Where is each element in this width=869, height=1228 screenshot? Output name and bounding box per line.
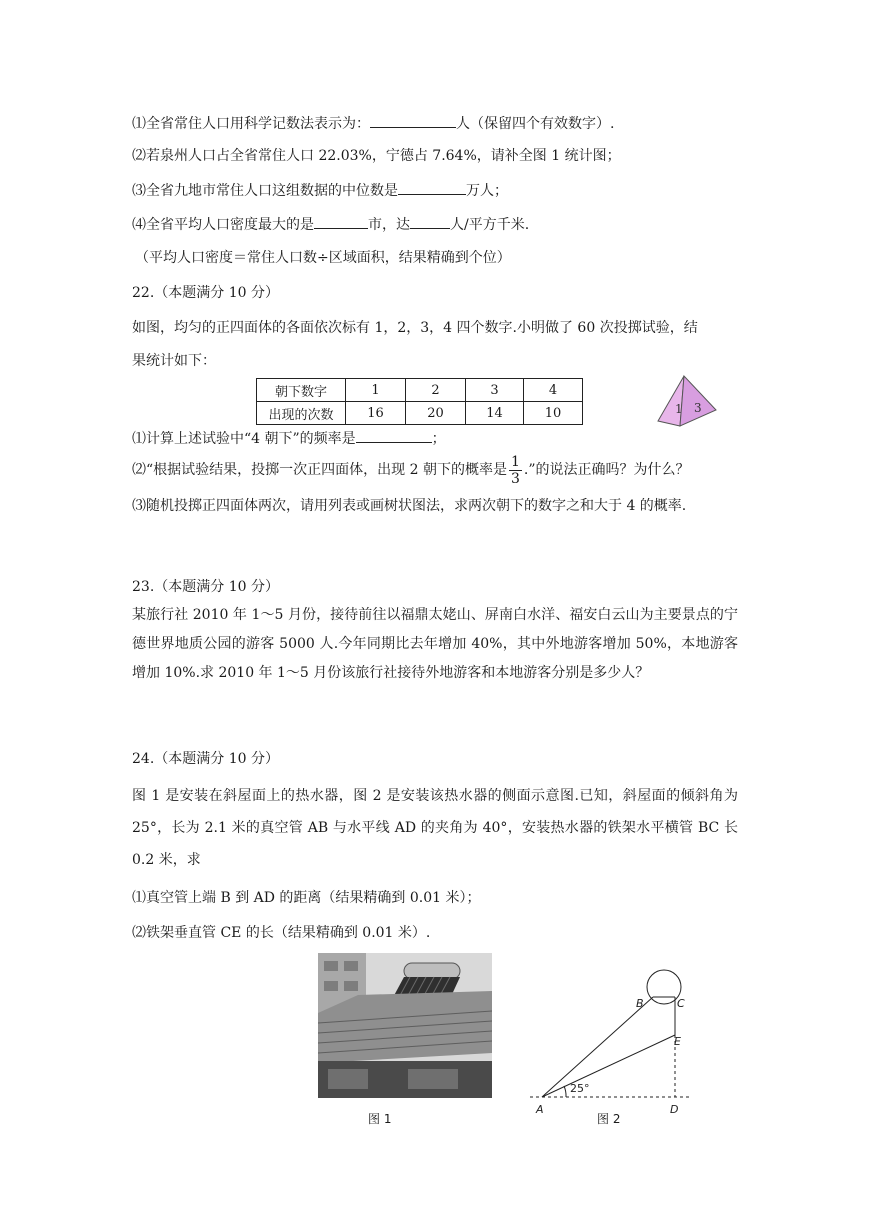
answer-blank [314,214,368,229]
figure1-caption: 图 1 [368,1112,392,1126]
table-cell: 2 [406,379,466,402]
answer-blank [370,113,456,128]
q22-part3: ⑶随机投掷正四面体两次，请用列表或画树状图法，求两次朝下的数字之和大于 4 的概率. [132,498,687,514]
q23-header: 23.（本题满分 10 分） [132,579,279,595]
face-label: 3 [694,401,702,415]
point-B-label: B [636,997,644,1010]
figure2-caption: 图 2 [597,1112,621,1126]
tank-circle [647,970,681,1004]
q23-body: 某旅行社 2010 年 1～5 月份，接待前往以福鼎太姥山、屏南白水洋、福安白云山为主要景点的宁德世界地质公园的游客 5000 人.今年同期比去年增加 40%，其中外地游客增加 50%，本地游客增加 10%.求 2010 年 1～5 月份该旅行社接待外地游客和本地游客分别是多少人？ [132,607,738,681]
geometry-diagram [520,965,700,1125]
q22-intro-line2: 果统计如下： [132,353,216,369]
table-cell: 10 [524,402,583,425]
point-E-label: E [674,1035,681,1048]
angle-arc [564,1086,566,1097]
row-label: 朝下数字 [257,379,346,402]
rooftop-photo [318,953,492,1098]
table-cell: 3 [466,379,524,402]
q21-part1: ⑴全省常住人口用科学记数法表示为： 人（保留四个有效数字）. [132,113,614,134]
table-cell: 16 [346,402,406,425]
q21-part3: ⑶全省九地市常住人口这组数据的中位数是 万人； [132,180,508,201]
q24-part2: ⑵铁架垂直管 CE 的长（结果精确到 0.01 米）. [132,925,431,941]
table-cell: 1 [346,379,406,402]
table-cell: 20 [406,402,466,425]
roof-line-AE [542,1035,675,1097]
answer-blank [398,180,466,195]
q24-header: 24.（本题满分 10 分） [132,751,279,767]
point-C-label: C [677,997,685,1010]
results-table [256,378,583,425]
point-D-label: D [670,1103,679,1116]
q22-part1: ⑴计算上述试验中“4 朝下”的频率是 ； [132,428,446,449]
q21-note: （平均人口密度＝常住人口数÷区域面积，结果精确到个位） [135,250,511,266]
q22-header: 22.（本题满分 10 分） [132,285,279,301]
q21-part2: ⑵若泉州人口占全省常住人口 22.03%，宁德占 7.64%，请补全图 1 统计图； [132,148,621,164]
point-A-label: A [536,1103,544,1116]
tube-AB [542,997,653,1097]
q24-part1: ⑴真空管上端 B 到 AD 的距离（结果精确到 0.01 米）； [132,890,481,906]
table-cell: 14 [466,402,524,425]
table-row [257,402,583,425]
fraction: $\frac{1}{3}$ [510,453,520,487]
face-label: 1 [675,402,683,416]
row-label: 出现的次数 [257,402,346,425]
q22-intro-line1: 如图，均匀的正四面体的各面依次标有 1，2，3，4 四个数字.小明做了 60 次投掷试验，结 [132,320,698,336]
answer-blank [410,214,450,229]
angle-label: 25° [570,1082,590,1095]
tetrahedron-figure [650,372,730,432]
table-cell: 4 [524,379,583,402]
q21-part4: ⑷全省平均人口密度最大的是 市，达 人/平方千米. [132,214,529,235]
q24-body: 图 1 是安装在斜屋面上的热水器，图 2 是安装该热水器的侧面示意图.已知，斜屋面的倾斜角为 25°，长为 2.1 米的真空管 AB 与水平线 AD 的夹角为 40°，安装热水器的铁架水平横管 BC 长 0.2 米，求 [132,788,738,868]
table-row [257,379,583,402]
q22-part2: ⑵“根据试验结果，投掷一次正四面体，出现 2 朝下的概率是 $\frac{1}{3}$ .”的说法正确吗？为什么？ [132,453,690,487]
answer-blank [356,428,432,443]
